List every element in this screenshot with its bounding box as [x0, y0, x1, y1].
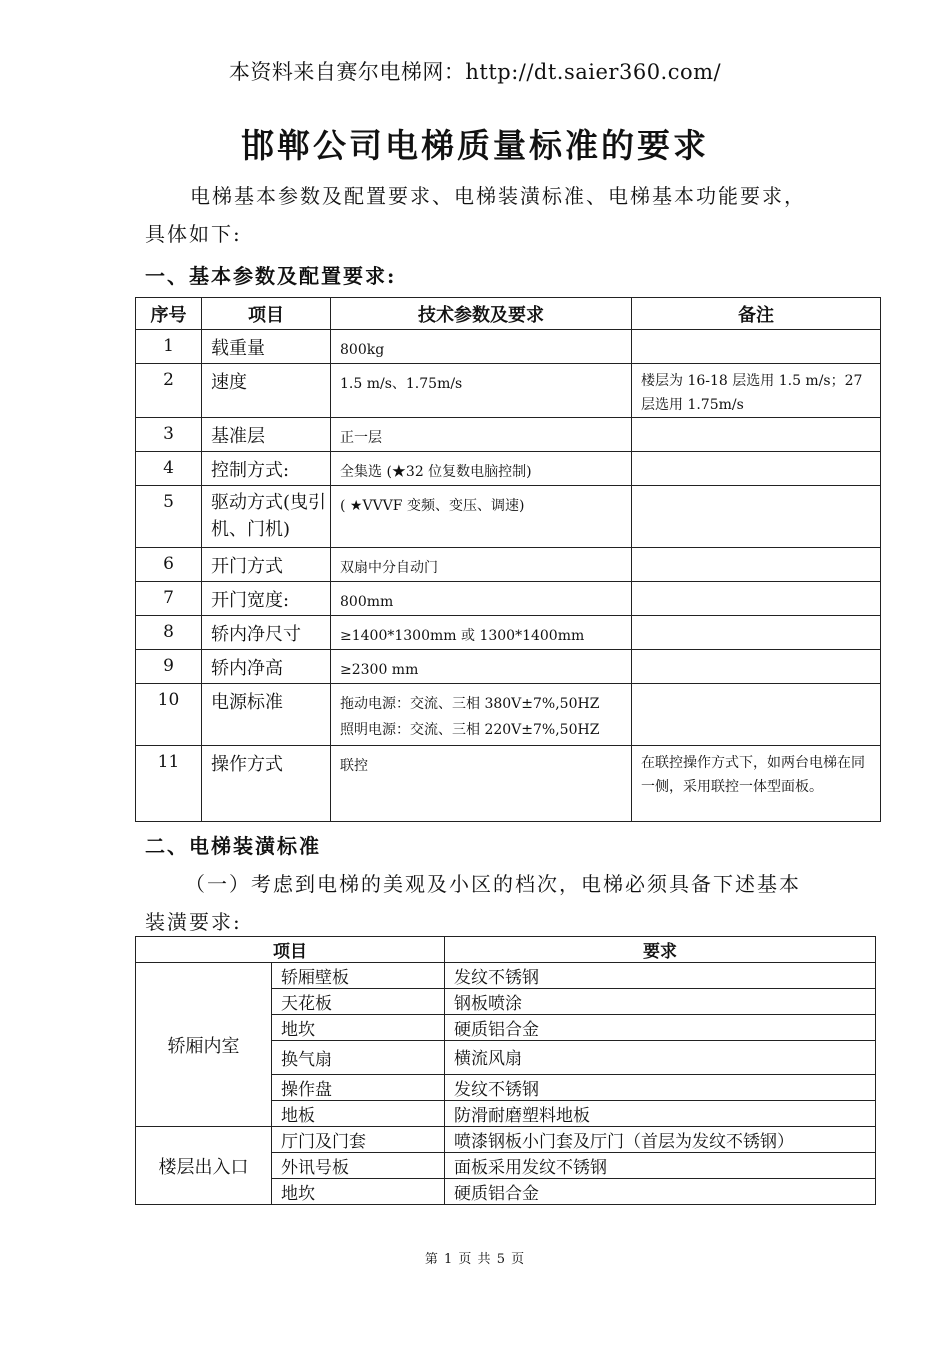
column-header: 项目 [202, 298, 331, 330]
row-requirement: 喷漆钢板小门套及厅门（首层为发纹不锈钢） [445, 1127, 876, 1153]
table-row [136, 452, 881, 486]
table-header-row [136, 937, 876, 963]
row-note [632, 616, 881, 650]
row-note [632, 330, 881, 364]
row-note [632, 452, 881, 486]
table-row [136, 548, 881, 582]
row-item: 速度 [202, 364, 331, 418]
row-spec: 1.5 m/s、1.75m/s [331, 364, 632, 418]
row-requirement: 发纹不锈钢 [445, 963, 876, 989]
row-note [632, 582, 881, 616]
row-spec: 全集选 (★32 位复数电脑控制) [331, 452, 632, 486]
row-item: 轿内净尺寸 [202, 616, 331, 650]
row-requirement: 发纹不锈钢 [445, 1075, 876, 1101]
row-item: 厅门及门套 [272, 1127, 445, 1153]
row-item: 地坎 [272, 1015, 445, 1041]
section-1-heading: 一、基本参数及配置要求: [145, 264, 397, 288]
column-header: 技术参数及要求 [331, 298, 632, 330]
table-row [136, 582, 881, 616]
row-item: 操作方式 [202, 746, 331, 822]
row-spec: 正一层 [331, 418, 632, 452]
row-requirement: 钢板喷涂 [445, 989, 876, 1015]
row-item: 操作盘 [272, 1075, 445, 1101]
row-item: 天花板 [272, 989, 445, 1015]
row-spec: 800mm [331, 582, 632, 616]
row-item: 载重量 [202, 330, 331, 364]
row-requirement: 横流风扇 [445, 1041, 876, 1075]
row-number: 1 [136, 330, 202, 364]
row-item: 驱动方式(曳引机、门机) [202, 486, 331, 548]
row-requirement: 防滑耐磨塑料地板 [445, 1101, 876, 1127]
row-number: 2 [136, 364, 202, 418]
section-2-paragraph-line-2: 装潢要求: [145, 910, 242, 934]
row-item: 开门方式 [202, 548, 331, 582]
row-spec [331, 684, 632, 746]
page-footer: 第 1 页 共 5 页 [424, 1252, 526, 1267]
group-label: 楼层出入口 [136, 1127, 272, 1205]
row-spec: 双扇中分自动门 [331, 548, 632, 582]
row-spec: ≥1400*1300mm 或 1300*1400mm [331, 616, 632, 650]
row-number: 8 [136, 616, 202, 650]
row-number: 7 [136, 582, 202, 616]
intro-line-2: 具体如下: [145, 222, 242, 246]
row-spec: 800kg [331, 330, 632, 364]
column-header: 备注 [632, 298, 881, 330]
row-item: 基准层 [202, 418, 331, 452]
row-note [632, 486, 881, 548]
row-note: 在联控操作方式下，如两台电梯在同一侧，采用联控一体型面板。 [632, 746, 881, 822]
row-number: 9 [136, 650, 202, 684]
section-2-paragraph-line-1: （一）考虑到电梯的美观及小区的档次，电梯必须具备下述基本 [185, 872, 801, 896]
table-row [136, 963, 876, 989]
row-note [632, 418, 881, 452]
row-number: 10 [136, 684, 202, 746]
intro-line-1: 电梯基本参数及配置要求、电梯装潢标准、电梯基本功能要求， [190, 184, 806, 208]
row-number: 5 [136, 486, 202, 548]
source-line: 本资料来自赛尔电梯网：http://dt.saier360.com/ [228, 60, 722, 84]
row-item: 开门宽度: [202, 582, 331, 616]
row-item: 换气扇 [272, 1041, 445, 1075]
table-row [136, 364, 881, 418]
group-label: 轿厢内室 [136, 963, 272, 1127]
row-item: 地坎 [272, 1179, 445, 1205]
row-item: 控制方式: [202, 452, 331, 486]
page-title: 邯郸公司电梯质量标准的要求 [241, 126, 709, 165]
table-row [136, 746, 881, 822]
table-row [136, 684, 881, 746]
row-requirement: 面板采用发纹不锈钢 [445, 1153, 876, 1179]
row-note [632, 684, 881, 746]
row-spec-line: 拖动电源：交流、三相 380V±7%,50HZ [340, 696, 600, 712]
table-header-row [136, 298, 881, 330]
row-spec-line: 照明电源：交流、三相 220V±7%,50HZ [340, 722, 600, 738]
row-spec: 联控 [331, 746, 632, 822]
row-note: 楼层为 16-18 层选用 1.5 m/s；27 层选用 1.75m/s [632, 364, 881, 418]
decoration-table [135, 936, 876, 1205]
table-row [136, 650, 881, 684]
row-item: 外讯号板 [272, 1153, 445, 1179]
table-row [136, 1127, 876, 1153]
row-item: 地板 [272, 1101, 445, 1127]
row-note [632, 548, 881, 582]
table-row [136, 418, 881, 452]
row-item: 轿内净高 [202, 650, 331, 684]
row-requirement: 硬质铝合金 [445, 1179, 876, 1205]
table-row [136, 616, 881, 650]
row-requirement: 硬质铝合金 [445, 1015, 876, 1041]
section-2-heading: 二、电梯装潢标准 [145, 834, 321, 858]
row-item: 电源标准 [202, 684, 331, 746]
table-row [136, 486, 881, 548]
row-note [632, 650, 881, 684]
row-spec: ( ★VVVF 变频、变压、调速) [331, 486, 632, 548]
parameters-table [135, 297, 881, 822]
row-number: 4 [136, 452, 202, 486]
row-number: 6 [136, 548, 202, 582]
column-header: 项目 [136, 937, 445, 963]
row-number: 3 [136, 418, 202, 452]
column-header: 要求 [445, 937, 876, 963]
row-number: 11 [136, 746, 202, 822]
row-item: 轿厢壁板 [272, 963, 445, 989]
column-header: 序号 [136, 298, 202, 330]
table-row [136, 330, 881, 364]
row-spec: ≥2300 mm [331, 650, 632, 684]
